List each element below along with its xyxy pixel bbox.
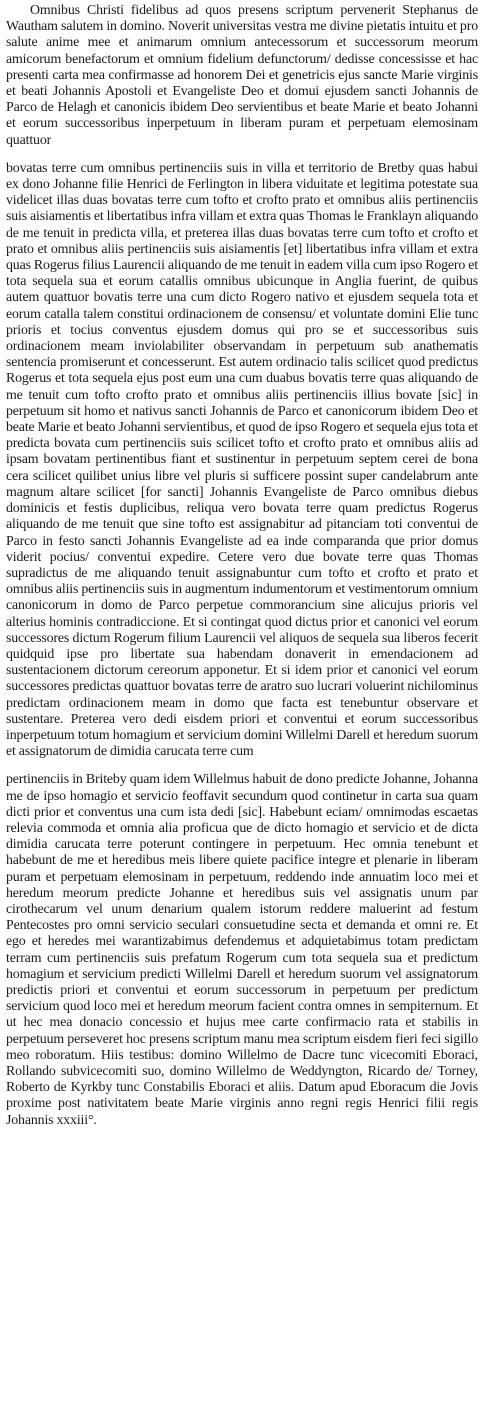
charter-paragraph-bovates: bovatas terre cum omnibus pertinenciis suis in villa et territorio de Bretby quas habui ex dono Johanne filie Henrici de Ferlington in libera viduitate et legitima potestate sua videlicet illas duas bovatas terre cum tofto et crofto prato et omnibus aliis pertinenciis suis aisiamentis et libertatibus infra villam et extra quas Thomas le Franklayn aliquando de me tenuit in predicta villa, et preterea illas duas bovatas terre cum tofto et crofto et prato et omnibus aliis pertinenciis suis aisiamentis [et] libertatibus infra villam et extra quas Rogerus filius Laurencii aliquando de me tenuit in eadem villa cum ipso Rogero et tota sequela sua et eorum catallis omnibus ubicunque in Anglia fuerint, de quibus autem quattuor bovatis terre una cum dicto Rogero nativo et ejusdem sequela tota et eorum catalla talem constitui ordinacionem de consensu/ et voluntate domini Elie tunc prioris et tocius conventus ejusdem domus qui pro se et successoribus suis ordinacionem meam inviolabiliter observandam in perpetuum sub anathematis sentencia promiserunt et concesserunt. Est autem ordinacio talis scilicet quod predictus Rogerus et tota sequela ejus post eum una cum duabus bovatis terre quas aliquando de me tenuit cum tofto crofto prato et omnibus aliis pertinenciis illius bovate [sic] in perpetuum sit homo et nativus sancti Johannis de Parco et canonicorum ibidem Deo et beate Marie et beato Johanni servientibus, et quod de ipso Rogero et sequela ejus tota et predicta bovata cum pertinenciis suis scilicet tofto et crofto prato et omnibus aliis ad ipsam bovatam pertinentibus fiant et sustinentur in perpetuum septem cerei de bona cera scilicet quilibet unius libre vel pluris si sufficere possint super candelabrum ante magnum altare scilicet [for sancti] Johannis Evangeliste de Parco omnibus diebus dominicis et festis duplicibus, reliqua vero bovata terre quam predictus Rogerus aliquando de me tenuit que sine tofto est assignabitur ad pitanciam toti conventui de Parco in festo sancti Johannis Evangeliste ad ea inde comparanda que prior domus viderit pocius/ conventui expedire. Cetere vero due bovate terre quas Thomas supradictus de me aliquando tenuit assignabuntur cum tofto et crofto et prato et omnibus aliis pertinenciis suis in augmentum indumentorum et vestimentorum omnium canonicorum in domo de Parco perpetue commorancium sine alicujus prioris vel alterius hominis contradiccione. Et si contingat quod dictus prior et canonici vel eorum successores dictum Rogerum filium Laurencii vel aliquos de sequela sua liberos fecerit quidquid ipse pro libertate sua habendam donaverit in emendacionem ad sustentacionem dictorum cereorum apponetur. Et si idem prior et canonici vel eorum successores predictas quattuor bovatas terre de aratro suo lucrari voluerint nichilominus predictam ordinacionem meam in domo que facta est tenebuntur observare et sustentare. Preterea vero dedi eisdem priori et conventui et eorum successoribus inperpetuum totum homagium et servicium domini Willelmi Darell et heredum suorum et assignatorum de dimidia carucata terre cum: [6, 160, 478, 760]
charter-paragraph-opening: Omnibus Christi fidelibus ad quos presens scriptum pervenerit Stephanus de Wautham salutem in domino. Noverit universitas vestra me divine pietatis intuitu et pro salute anime mee et animarum omnium antecessorum et successorum meorum amicorum benefactorum et omnium fidelium defunctorum/ dedisse concessisse et hac presenti carta mea confirmasse ad honorem Dei et genetricis ejus sancte Marie virginis et beati Johannis Apostoli et Evangeliste Deo et domui ejusdem sancti Johannis de Parco de Helagh et canonicis ibidem Deo servientibus et beate Marie et beato Johanni et eorum successoribus inperpetuum in liberam puram et perpetuam elemosinam quattuor: [6, 3, 478, 148]
paragraph-gap: [6, 760, 478, 772]
charter-text: [6, 3, 478, 1129]
paragraph-gap: [6, 149, 478, 161]
charter-paragraph-closing: pertinenciis in Briteby quam idem Willelmus habuit de dono predicte Johanne, Johanna me de ipso homagio et servicio feoffavit secundum quod continetur in carta sua quam dicti prior et conventus una cum ista dedi [sic]. Habebunt eciam/ omnimodas escaetas relevia commoda et omnia alia proficua que de dicto homagio et servicio et de dicta dimidia carucata terre poterunt contingere in perpetuum. Hec omnia tenebunt et habebunt de me et heredibus meis libere quiete pacifice integre et plenarie in liberam puram et perpetuam elemosinam in perpetuum, reddendo inde annuatim loco mei et heredum meorum predicte Johanne et heredibus suis vel assignatis unum par cirothecarum vel unum denarium qualem istorum reddere maluerint ad festum Pentecostes pro omni servicio seculari consuetudine secta et demanda et omni re. Et ego et heredes mei warantizabimus defendemus et adquietabimus totam predictam terram cum pertinenciis suis prefatum Rogerum cum tota sequela sua et predictum homagium et servicium predicti Willelmi Darell et heredum suorum vel assignatorum predictis priori et conventui et eorum successorum in perpetuum per predictum servicium quod loco mei et heredum meorum facient contra omnes in sempiternum. Et ut hec mea donacio concessio et hujus mee carte confirmacio rata et stabilis in perpetuum perseveret hoc presens scriptum manu mea scriptum eisdem fieri feci sigillo meo roboratum. Hiis testibus: domino Willelmo de Dacre tunc vicecomiti Eboraci, Rollando subvicecomiti suo, domino Willelmo de Weddyngton, Ricardo de/ Torney, Roberto de Kyrkby tunc Constabilis Eboraci et aliis. Datum apud Eboracum die Jovis proxime post nativitatem beate Marie virginis anno regni regis Henrici filii regis Johannis xxxiii°.: [6, 772, 478, 1128]
